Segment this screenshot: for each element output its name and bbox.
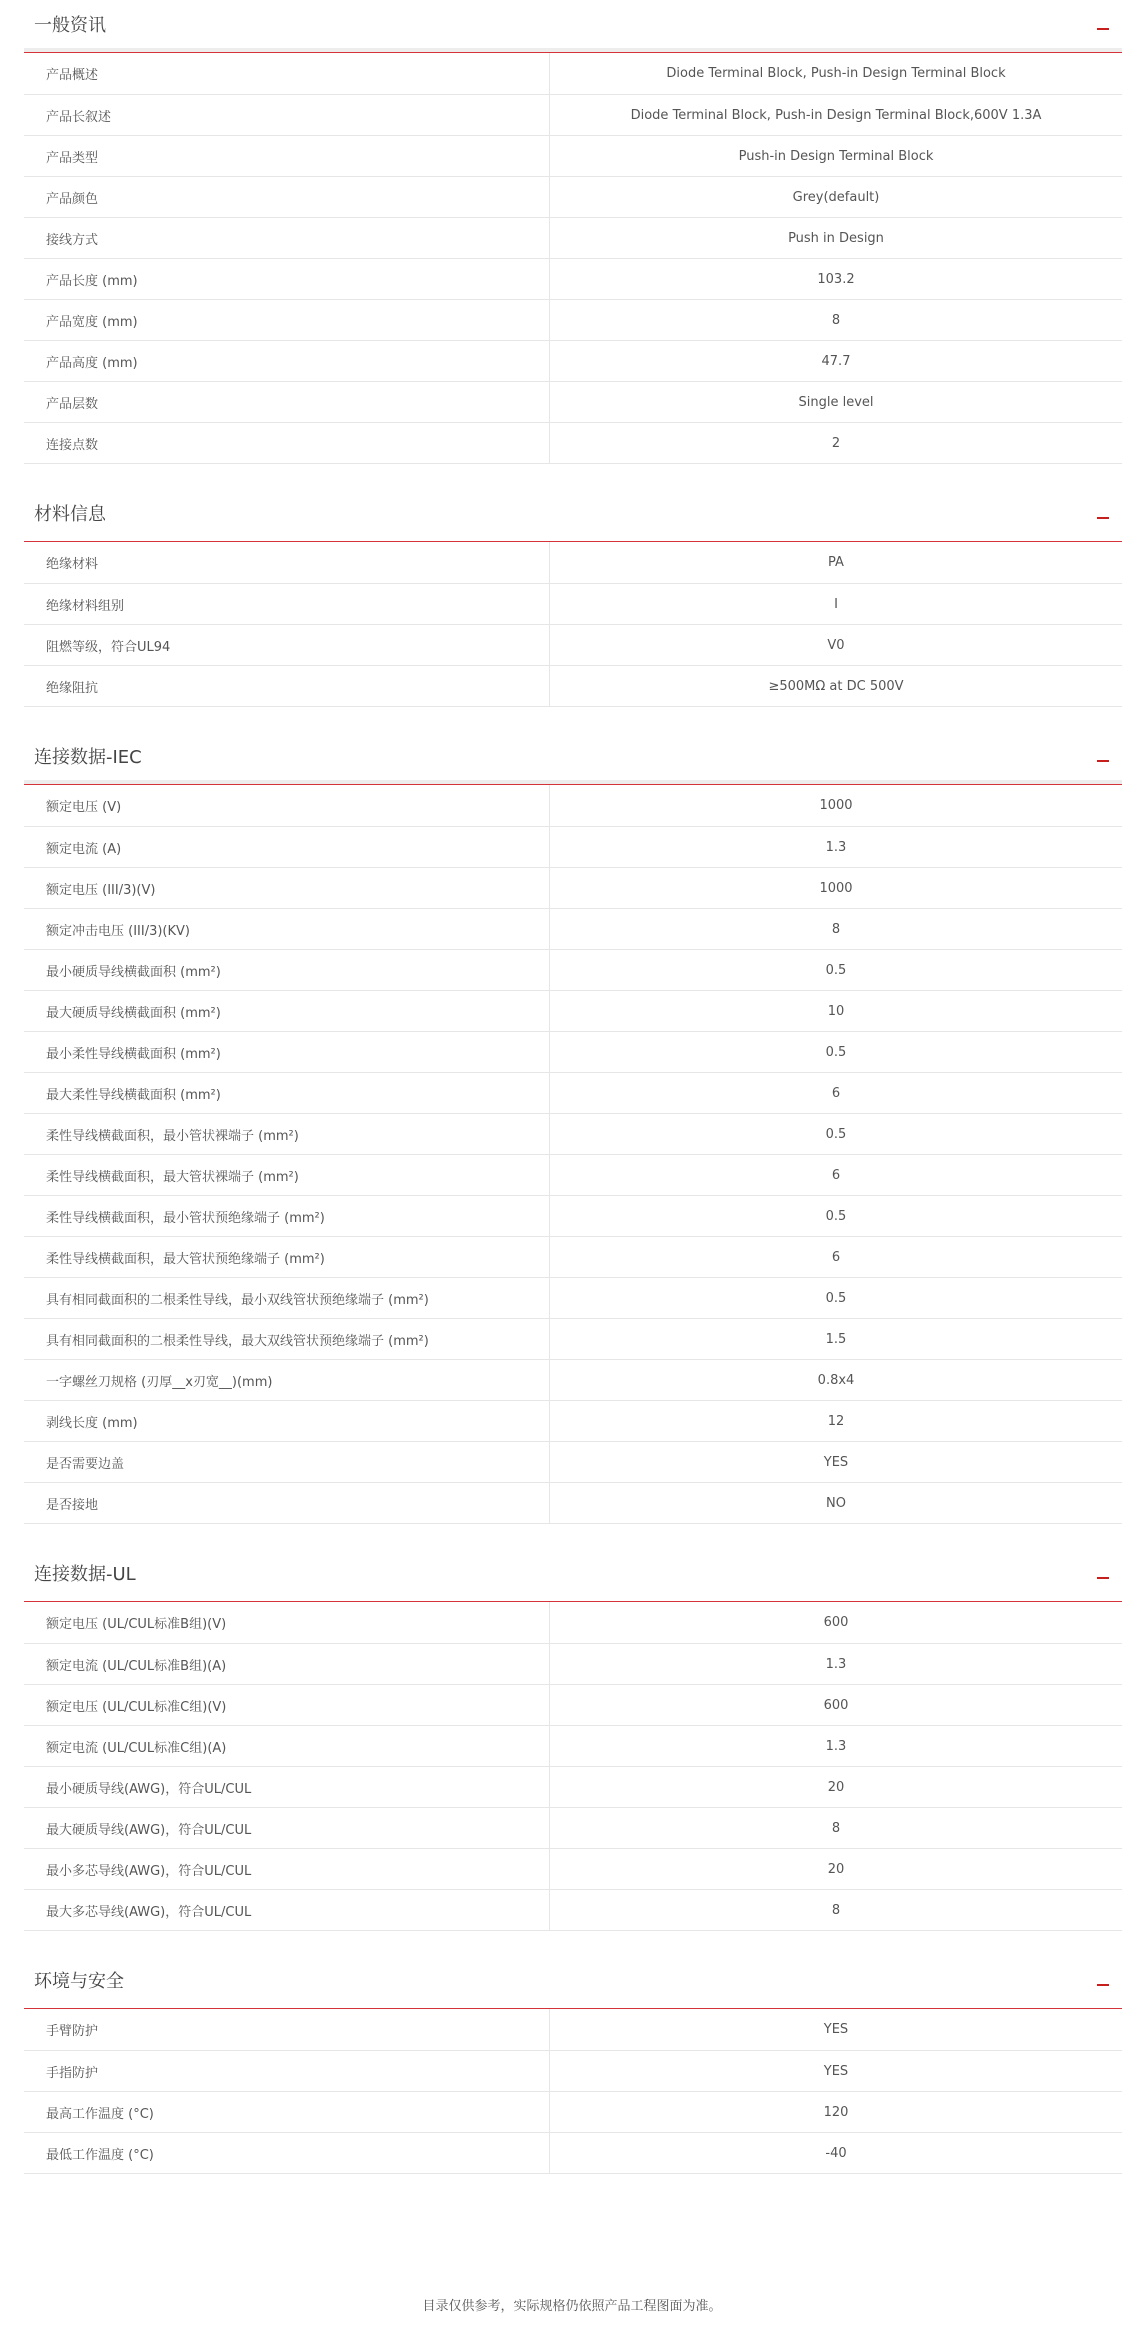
spec-row <box>24 2133 1122 2174</box>
spec-label: 具有相同截面积的二根柔性导线，最大双线管状预绝缘端子 (mm²) <box>24 1319 550 1359</box>
spec-row <box>24 136 1122 177</box>
section-gap <box>24 464 1122 489</box>
spec-page <box>24 0 1122 2174</box>
collapse-minus-icon[interactable] <box>1096 750 1110 764</box>
spec-table <box>24 785 1122 1524</box>
spec-row <box>24 1602 1122 1644</box>
collapse-minus-icon[interactable] <box>1096 507 1110 521</box>
section-header[interactable] <box>24 1549 1122 1602</box>
spec-label: 最小硬质导线(AWG)，符合UL/CUL <box>24 1767 550 1807</box>
spec-label: 阻燃等级，符合UL94 <box>24 625 550 665</box>
spec-row <box>24 584 1122 625</box>
spec-label: 额定电压 (UL/CUL标准B组)(V) <box>24 1602 550 1643</box>
spec-label: 额定电流 (UL/CUL标准C组)(A) <box>24 1726 550 1766</box>
spec-row <box>24 1442 1122 1483</box>
spec-label: 连接点数 <box>24 423 550 463</box>
spec-value: 600 <box>823 1697 849 1713</box>
spec-label: 最大柔性导线横截面积 (mm²) <box>24 1073 550 1113</box>
spec-label: 绝缘材料 <box>24 542 550 583</box>
spec-value: 6 <box>831 1249 841 1265</box>
spec-value: 8 <box>831 921 841 937</box>
spec-label: 额定电压 (UL/CUL标准C组)(V) <box>24 1685 550 1725</box>
spec-table <box>24 53 1122 464</box>
spec-row <box>24 2051 1122 2092</box>
spec-value: 8 <box>831 1820 841 1836</box>
spec-row <box>24 218 1122 259</box>
spec-value: 8 <box>831 312 841 328</box>
spec-section <box>24 1549 1122 1956</box>
spec-label: 最小多芯导线(AWG)，符合UL/CUL <box>24 1849 550 1889</box>
spec-value: YES <box>823 2063 849 2079</box>
spec-value: 103.2 <box>817 271 855 287</box>
minus-icon <box>1097 28 1109 30</box>
spec-row <box>24 53 1122 95</box>
spec-row <box>24 2009 1122 2051</box>
spec-value: 0.5 <box>825 962 847 978</box>
spec-label: 最大硬质导线横截面积 (mm²) <box>24 991 550 1031</box>
spec-value: 0.5 <box>825 1290 847 1306</box>
spec-value: 10 <box>827 1003 845 1019</box>
spec-label: 最小柔性导线横截面积 (mm²) <box>24 1032 550 1072</box>
spec-label: 剥线长度 (mm) <box>24 1401 550 1441</box>
spec-label: 额定电压 (III/3)(V) <box>24 868 550 908</box>
spec-value: 12 <box>827 1413 845 1429</box>
spec-label: 产品概述 <box>24 53 550 94</box>
spec-row <box>24 1401 1122 1442</box>
section-divider <box>24 1601 1122 1602</box>
spec-row <box>24 1808 1122 1849</box>
spec-value: 6 <box>831 1167 841 1183</box>
spec-value: Push in Design <box>788 230 884 246</box>
spec-label: 最高工作温度 (°C) <box>24 2092 550 2132</box>
spec-value: 1.3 <box>825 1656 847 1672</box>
spec-row <box>24 423 1122 464</box>
spec-table <box>24 2009 1122 2174</box>
spec-row <box>24 1483 1122 1524</box>
spec-section <box>24 489 1122 732</box>
spec-row <box>24 1237 1122 1278</box>
spec-row <box>24 341 1122 382</box>
spec-row <box>24 1114 1122 1155</box>
spec-label: 最低工作温度 (°C) <box>24 2133 550 2173</box>
spec-label: 产品类型 <box>24 136 550 176</box>
spec-section <box>24 1956 1122 2174</box>
spec-value: 1000 <box>819 798 853 813</box>
spec-row <box>24 542 1122 584</box>
spec-row <box>24 1726 1122 1767</box>
minus-icon <box>1097 1984 1109 1986</box>
spec-label: 柔性导线横截面积，最大管状裸端子 (mm²) <box>24 1155 550 1195</box>
spec-label: 是否需要边盖 <box>24 1442 550 1482</box>
section-gap <box>24 707 1122 732</box>
spec-row <box>24 2092 1122 2133</box>
spec-row <box>24 991 1122 1032</box>
section-gap <box>24 1524 1122 1549</box>
spec-row <box>24 785 1122 827</box>
spec-value: 2 <box>831 435 841 451</box>
spec-row <box>24 827 1122 868</box>
spec-row <box>24 1155 1122 1196</box>
spec-label: 具有相同截面积的二根柔性导线，最小双线管状预绝缘端子 (mm²) <box>24 1278 550 1318</box>
spec-value: Grey(default) <box>792 189 880 205</box>
spec-value: 120 <box>823 2104 849 2120</box>
section-title: 材料信息 <box>34 504 106 525</box>
spec-value: Single level <box>798 394 874 410</box>
section-title: 一般资讯 <box>34 15 106 36</box>
spec-label: 额定冲击电压 (III/3)(KV) <box>24 909 550 949</box>
spec-row <box>24 1849 1122 1890</box>
spec-table <box>24 542 1122 707</box>
spec-section <box>24 732 1122 1549</box>
spec-value: -40 <box>825 2145 847 2161</box>
spec-row <box>24 1685 1122 1726</box>
spec-row <box>24 382 1122 423</box>
spec-value: 1.3 <box>825 1738 847 1754</box>
spec-value: YES <box>823 2022 849 2037</box>
spec-value: 600 <box>823 1615 849 1630</box>
spec-label: 额定电流 (UL/CUL标准B组)(A) <box>24 1644 550 1684</box>
spec-row <box>24 1767 1122 1808</box>
spec-row <box>24 1073 1122 1114</box>
spec-value: 1.3 <box>825 839 847 855</box>
spec-row <box>24 300 1122 341</box>
spec-table <box>24 1602 1122 1931</box>
spec-row <box>24 1890 1122 1931</box>
spec-row <box>24 950 1122 991</box>
spec-value: 0.5 <box>825 1208 847 1224</box>
spec-label: 柔性导线横截面积，最小管状裸端子 (mm²) <box>24 1114 550 1154</box>
section-header[interactable] <box>24 1956 1122 2009</box>
collapse-minus-icon[interactable] <box>1096 1567 1110 1581</box>
disclaimer-footer: 目录仅供参考，实际规格仍依照产品工程图面为准。 <box>422 2299 722 2314</box>
spec-label: 手臂防护 <box>24 2009 550 2050</box>
spec-row <box>24 1032 1122 1073</box>
spec-label: 产品长叙述 <box>24 95 550 135</box>
spec-row <box>24 868 1122 909</box>
spec-label: 绝缘阻抗 <box>24 666 550 706</box>
section-divider <box>24 2008 1122 2009</box>
spec-row <box>24 666 1122 707</box>
spec-value: 0.5 <box>825 1126 847 1142</box>
minus-icon <box>1097 760 1109 762</box>
minus-icon <box>1097 517 1109 519</box>
spec-label: 手指防护 <box>24 2051 550 2091</box>
spec-label: 产品颜色 <box>24 177 550 217</box>
spec-label: 额定电流 (A) <box>24 827 550 867</box>
spec-row <box>24 625 1122 666</box>
spec-label: 额定电压 (V) <box>24 785 550 826</box>
spec-label: 产品长度 (mm) <box>24 259 550 299</box>
spec-value: NO <box>826 1495 846 1511</box>
spec-value: 0.5 <box>825 1044 847 1060</box>
spec-value: 6 <box>831 1085 841 1101</box>
spec-label: 柔性导线横截面积，最大管状预绝缘端子 (mm²) <box>24 1237 550 1277</box>
spec-value: I <box>834 596 838 612</box>
section-header[interactable] <box>24 732 1122 785</box>
spec-label: 产品层数 <box>24 382 550 422</box>
spec-value: Diode Terminal Block, Push-in Design Terminal Block,600V 1.3A <box>630 107 1042 123</box>
spec-row <box>24 1278 1122 1319</box>
section-title: 连接数据-UL <box>34 1564 136 1585</box>
collapse-minus-icon[interactable] <box>1096 18 1110 32</box>
spec-label: 最大硬质导线(AWG)，符合UL/CUL <box>24 1808 550 1848</box>
spec-value: 1.5 <box>825 1331 847 1347</box>
spec-value: YES <box>823 1454 849 1470</box>
spec-label: 最小硬质导线横截面积 (mm²) <box>24 950 550 990</box>
section-title: 环境与安全 <box>34 1971 124 1992</box>
spec-label: 最大多芯导线(AWG)，符合UL/CUL <box>24 1890 550 1930</box>
spec-value: ≥500MΩ at DC 500V <box>768 678 904 694</box>
spec-value: 0.8x4 <box>817 1372 855 1388</box>
collapse-minus-icon[interactable] <box>1096 1974 1110 1988</box>
spec-row <box>24 1196 1122 1237</box>
spec-row <box>24 1360 1122 1401</box>
minus-icon <box>1097 1577 1109 1579</box>
section-title: 连接数据-IEC <box>34 747 142 768</box>
spec-label: 柔性导线横截面积，最小管状预绝缘端子 (mm²) <box>24 1196 550 1236</box>
spec-section <box>24 0 1122 489</box>
spec-value: 47.7 <box>821 353 851 369</box>
spec-label: 是否接地 <box>24 1483 550 1523</box>
section-header[interactable] <box>24 489 1122 542</box>
spec-row <box>24 1644 1122 1685</box>
spec-row <box>24 259 1122 300</box>
spec-value: Push-in Design Terminal Block <box>738 148 934 164</box>
spec-label: 接线方式 <box>24 218 550 258</box>
section-divider <box>24 52 1122 53</box>
section-gap <box>24 1931 1122 1956</box>
section-header[interactable] <box>24 0 1122 53</box>
spec-label: 一字螺丝刀规格 (刃厚__x刃宽__)(mm) <box>24 1360 550 1400</box>
spec-row <box>24 95 1122 136</box>
spec-label: 产品高度 (mm) <box>24 341 550 381</box>
spec-row <box>24 909 1122 950</box>
section-divider <box>24 784 1122 785</box>
spec-value: V0 <box>827 637 845 653</box>
spec-value: Diode Terminal Block, Push-in Design Terminal Block <box>666 66 1006 81</box>
spec-value: PA <box>828 555 844 570</box>
spec-label: 产品宽度 (mm) <box>24 300 550 340</box>
section-divider <box>24 541 1122 542</box>
spec-value: 8 <box>831 1902 841 1918</box>
spec-value: 20 <box>827 1779 845 1795</box>
spec-value: 20 <box>827 1861 845 1877</box>
spec-row <box>24 177 1122 218</box>
spec-value: 1000 <box>819 880 853 896</box>
spec-row <box>24 1319 1122 1360</box>
spec-label: 绝缘材料组别 <box>24 584 550 624</box>
